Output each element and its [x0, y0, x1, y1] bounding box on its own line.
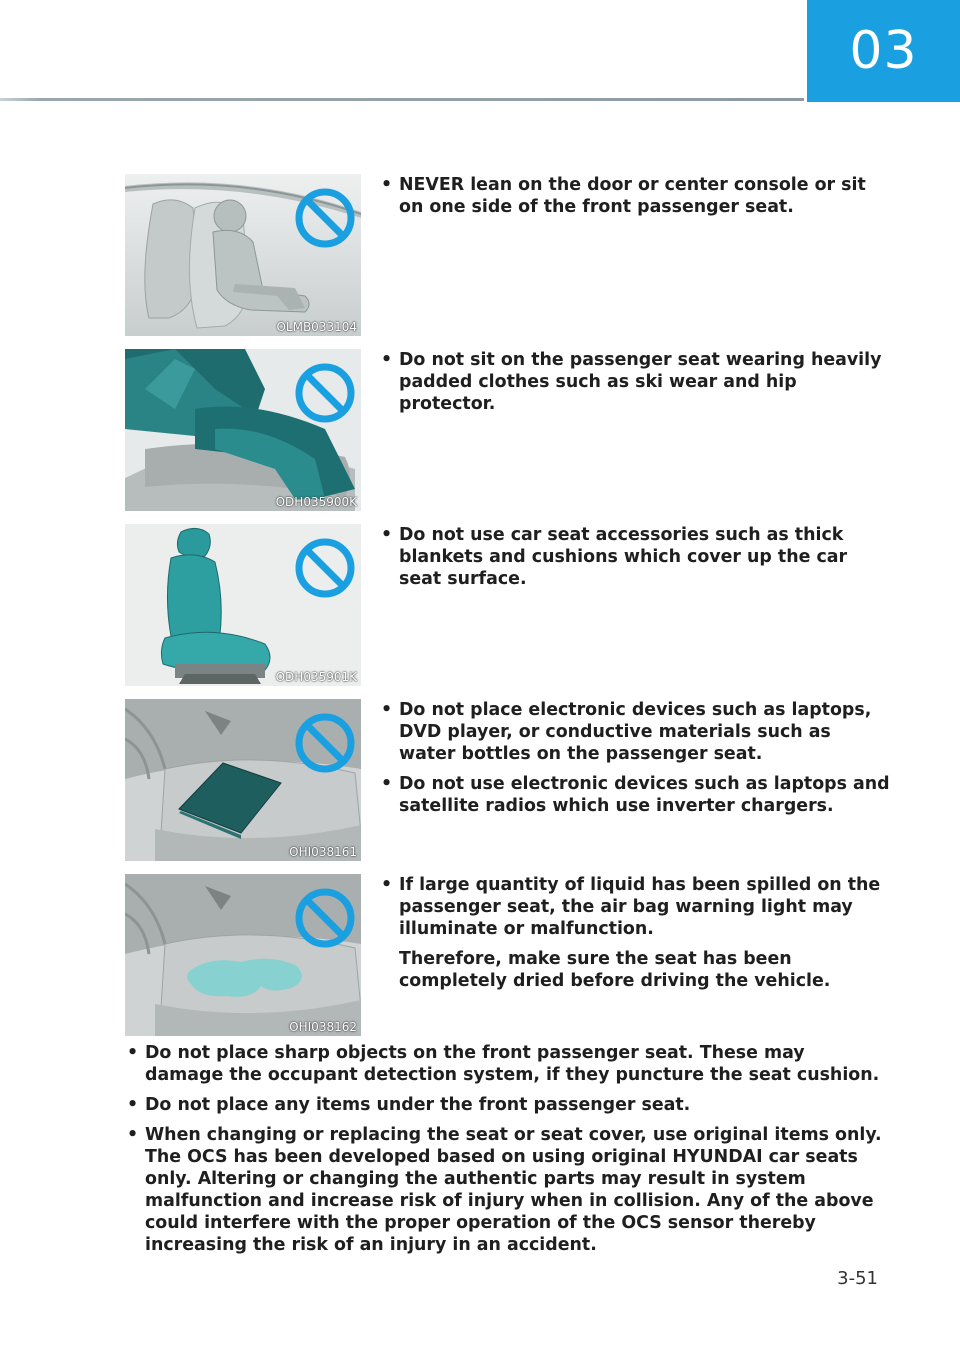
prohibition-icon: [293, 361, 357, 425]
instruction-text: [381, 174, 891, 226]
illustration-laptop-on-seat: [125, 699, 361, 861]
bullet-text: • Do not use electronic devices such as laptops and satellite radios which use inverter chargers.: [381, 773, 891, 817]
illustration-liquid-spill: [125, 874, 361, 1036]
bullet-subtext: Therefore, make sure the seat has been completely dried before driving the vehicle.: [399, 949, 831, 991]
illustration-lean-on-door: [125, 174, 361, 336]
illustration-padded-clothes: [125, 349, 361, 511]
instruction-text: [381, 699, 891, 825]
bullet-text: • Do not sit on the passenger seat wearing heavily padded clothes such as ski wear and hip protector.: [381, 349, 891, 415]
page-number: 3-51: [837, 1268, 878, 1289]
header-rule: [0, 98, 804, 101]
prohibition-icon: [293, 711, 357, 775]
bullet-text: • Do not use car seat accessories such as thick blankets and cushions which cover up the car seat surface.: [381, 524, 891, 590]
instruction-row-4: [125, 699, 895, 861]
bullet-text: • NEVER lean on the door or center console or sit on one side of the front passenger seat.: [381, 174, 891, 218]
image-code: ODH035901K: [275, 670, 357, 684]
general-instructions: [127, 1042, 887, 1264]
bullet-text: • If large quantity of liquid has been spilled on the passenger seat, the air bag warning light may illuminate or malfunction.: [381, 874, 891, 940]
bullet-text: • When changing or replacing the seat or seat cover, use original items only. The OCS has been developed based on using original HYUNDAI car seats only. Altering or changing the authentic parts may result in system malfunction and increase risk of injury when in collision. Any of the above could interfere with the proper operation of the OCS sensor thereby increasing the risk of an injury in an accident.: [127, 1124, 887, 1256]
image-code: OLMB033104: [276, 320, 357, 334]
prohibition-icon: [293, 886, 357, 950]
image-code: ODH035900K: [275, 495, 357, 509]
instruction-text: [381, 874, 891, 992]
prohibition-icon: [293, 186, 357, 250]
image-code: OHI038162: [289, 1020, 357, 1034]
bullet-text: • Do not place sharp objects on the front passenger seat. These may damage the occupant detection system, if they puncture the seat cushion.: [127, 1042, 887, 1086]
prohibition-icon: [293, 536, 357, 600]
instruction-row-1: [125, 174, 895, 336]
illustration-seat-cover: [125, 524, 361, 686]
bullet-text: • Do not place any items under the front passenger seat.: [127, 1094, 887, 1116]
instruction-text: [381, 349, 891, 423]
instruction-row-2: [125, 349, 895, 511]
bullet-text: • Do not place electronic devices such as laptops, DVD player, or conductive materials such as water bottles on the passenger seat.: [381, 699, 891, 765]
instruction-text: [381, 524, 891, 598]
image-code: OHI038161: [289, 845, 357, 859]
instruction-row-5: [125, 874, 895, 1036]
instruction-row-3: [125, 524, 895, 686]
chapter-tab: 03: [807, 0, 960, 102]
